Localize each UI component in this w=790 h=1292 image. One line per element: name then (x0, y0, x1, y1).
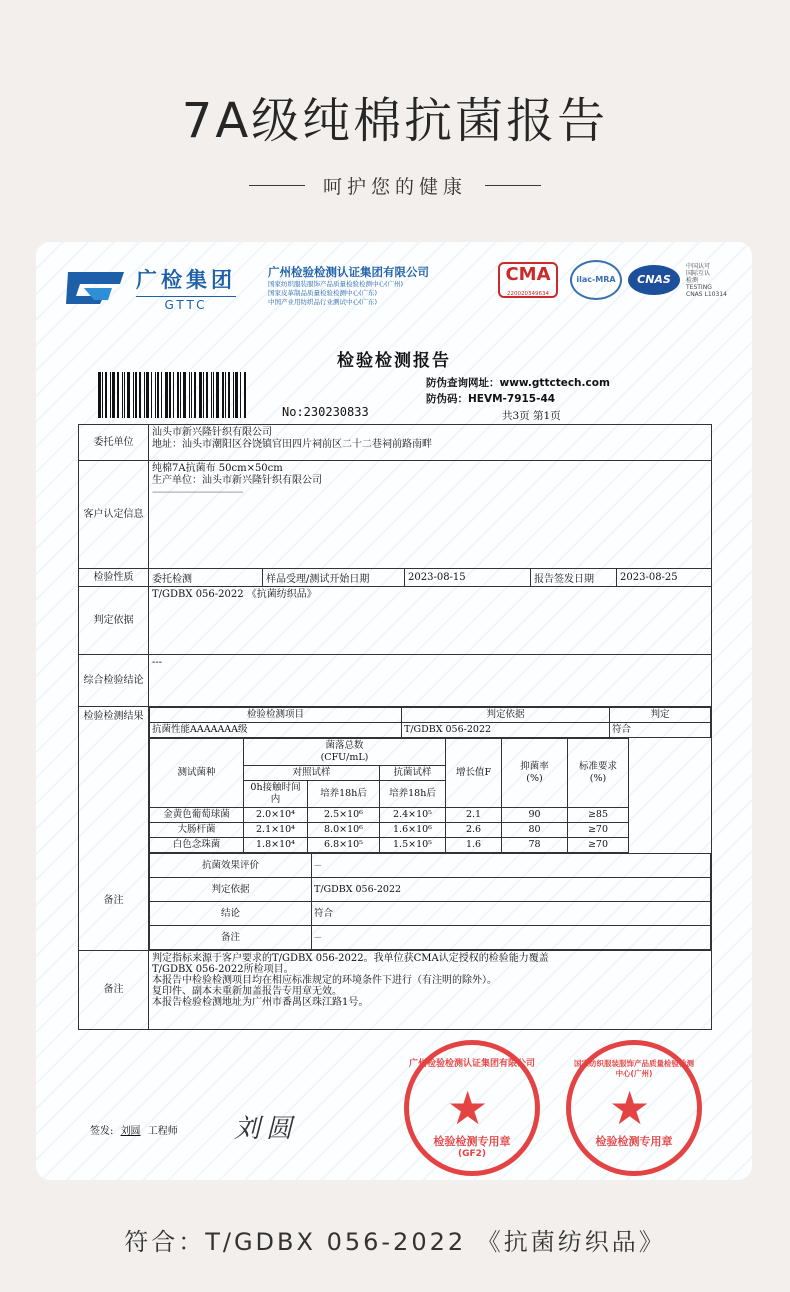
barcode-bar (146, 372, 149, 418)
client-address: 地址：汕头市潮阳区谷饶镇官田四片祠前区二十二巷祠前路南畔 (152, 439, 432, 450)
client-value (149, 425, 711, 460)
results-item-name: 抗菌性能AAAAAAA级 (150, 723, 402, 738)
subtitle-row (0, 172, 790, 199)
logo-cn-text: 广检集团 (136, 268, 236, 292)
conclusion-value: --- (152, 657, 163, 668)
report-serial: No:230230833 (282, 405, 369, 419)
logo-en-text: GTTC (136, 296, 236, 312)
cnas-text-3: 检测 (686, 276, 699, 284)
control-0h-cell: 2.1×10⁴ (244, 823, 308, 838)
strain-cell: 白色念珠菌 (150, 838, 244, 853)
subtitle: 呵护您的健康 (322, 176, 467, 198)
table-row (150, 823, 629, 838)
strain-cell: 金黄色葡萄球菌 (150, 808, 244, 823)
barcode-bar (228, 372, 230, 418)
barcode-bar (225, 372, 226, 418)
results-item-verdict: 符合 (610, 723, 711, 738)
seal-ring-text: 广州检验检测认证集团有限公司 (409, 1059, 536, 1069)
barcode (98, 372, 276, 418)
control-18h-cell: 2.5×10⁶ (308, 808, 380, 823)
barcode-bar (105, 372, 107, 418)
col-0h: 0h接触时间内 (244, 781, 308, 808)
client-label: 委托单位 (79, 425, 149, 460)
remarks-text (149, 951, 552, 1029)
barcode-bar (177, 372, 179, 418)
barcode-bar (117, 372, 119, 418)
antibacterial-18h-cell: 1.6×10⁶ (380, 823, 446, 838)
barcode-bar (151, 372, 152, 418)
results-head-verdict: 判定 (610, 708, 711, 723)
barcode-bar (127, 372, 130, 418)
col-18h: 培养18h后 (308, 781, 380, 808)
rate-cell: 90 (502, 808, 568, 823)
results-item-basis: T/GDBX 056-2022 (402, 723, 610, 738)
col-growth: 增长值F (446, 739, 502, 808)
client-row (79, 425, 711, 461)
col-std-label: 标准要求 (578, 761, 617, 772)
customer-info-row (79, 461, 711, 569)
conclusion-label: 综合检验结论 (79, 655, 149, 706)
anti-fake-code: 防伪码：HEVM-7915-44 (426, 393, 556, 405)
conclusion-row (79, 655, 711, 707)
sign-label: 签发: (90, 1126, 114, 1137)
col-rate (502, 739, 568, 808)
rate-cell: 78 (502, 838, 568, 853)
barcode-bar (122, 372, 123, 418)
results-label-col (79, 707, 149, 950)
std-cell: ≥70 (568, 838, 629, 853)
seal-label: 检验检测专用章 (595, 1135, 673, 1148)
barcode-bar (161, 372, 162, 418)
col-antibacterial: 抗菌试样 (380, 766, 446, 781)
cnas-text-1: 中国认可 (686, 262, 711, 270)
report-background (36, 242, 752, 1180)
growth-cell: 2.1 (446, 808, 502, 823)
barcode-bar (183, 372, 186, 418)
remark-line: 本报告中检验检测项目均在相应标准规定的环境条件下进行（有注明的除外）。 (152, 975, 497, 986)
issue-date-label: 报告签发日期 (531, 569, 617, 586)
star-icon: ★ (447, 1081, 489, 1135)
barcode-bar (169, 372, 171, 418)
nature-label: 检验性质 (79, 569, 149, 586)
barcode-bar (240, 372, 241, 418)
cma-logo (498, 262, 558, 298)
col-strain: 测试菌种 (150, 739, 244, 808)
bacteria-table (149, 738, 629, 853)
issue-date-value: 2023-08-25 (620, 572, 678, 583)
org-info (268, 264, 498, 307)
cnas-text-5: CNAS L10314 (686, 290, 727, 298)
barcode-bar (102, 372, 103, 418)
handwritten-signature: 刘圆 (234, 1114, 299, 1144)
barcode-bar (194, 372, 196, 418)
inspection-row (79, 569, 711, 587)
sign-name: 刘圆 (120, 1126, 141, 1137)
eval-verdict-value: 符合 (312, 902, 711, 926)
cnas-text-4: TESTING (686, 283, 712, 291)
customer-info-line1: 纯棉7A抗菌布 50cm×50cm (152, 463, 283, 474)
col-rate-label: 抑菌率 (520, 761, 549, 772)
col-total (244, 739, 446, 766)
barcode-bar (211, 372, 212, 418)
page-count: 共3页 第1页 (502, 410, 561, 422)
evaluation-table (149, 853, 711, 950)
start-date-label: 样品受理/测试开始日期 (263, 569, 405, 586)
org-sub-1: 国家纺织服装服饰产品质量检验检测中心(广州) (268, 280, 404, 288)
barcode-bar (139, 372, 141, 418)
results-head-basis: 判定依据 (402, 708, 610, 723)
barcode-bar (180, 372, 181, 418)
barcode-bar (135, 372, 137, 418)
eval-label: 抗菌效果评价 (150, 854, 312, 878)
barcode-bar (233, 372, 234, 418)
remark-line: T/GDBX 056-2022所检项目。 (152, 964, 294, 975)
eval-note-label: 备注 (150, 926, 312, 950)
client-name: 汕头市新兴隆针织有限公司 (152, 427, 272, 438)
seal-stamp (566, 1040, 702, 1176)
barcode-bar (213, 372, 214, 418)
customer-info-value (149, 461, 711, 568)
col-std (568, 739, 629, 808)
remarks-label: 备注 (79, 951, 149, 1029)
start-date-value: 2023-08-15 (405, 569, 531, 586)
control-0h-cell: 1.8×10⁴ (244, 838, 308, 853)
cnas-logo: CNAS (628, 265, 680, 295)
eval-value: --- (312, 854, 711, 878)
page-title: 7A级纯棉抗菌报告 (181, 93, 609, 149)
eval-note-value: --- (312, 926, 711, 950)
strain-cell: 大肠杆菌 (150, 823, 244, 838)
col-total-unit: (CFU/mL) (320, 752, 369, 763)
remarks-row (79, 951, 711, 1029)
control-0h-cell: 2.0×10⁴ (244, 808, 308, 823)
remark-line: 复印件、副本未重新加盖报告专用章无效。 (152, 986, 342, 997)
barcode-bar (199, 372, 202, 418)
col-total-label: 菌落总数 (325, 740, 364, 751)
cnas-text (686, 263, 727, 298)
results-head-item: 检验检测项目 (150, 708, 402, 723)
basis-value: T/GDBX 056-2022 《抗菌纺织品》 (152, 589, 317, 600)
results-label: 检验检测结果 (83, 711, 144, 722)
results-content (149, 707, 711, 950)
barcode-bar (244, 372, 246, 418)
std-cell: ≥70 (568, 823, 629, 838)
customer-info-label: 客户认定信息 (79, 461, 149, 568)
compliance-footer: 符合：T/GDBX 056-2022 《抗菌纺织品》 (124, 1228, 666, 1256)
col-std-unit: (%) (589, 773, 607, 784)
barcode-bar (203, 372, 204, 418)
cnas-text-2: 国际互认 (686, 269, 711, 277)
certification-logos (498, 260, 727, 300)
std-cell: ≥85 (568, 808, 629, 823)
results-head-table (149, 707, 711, 738)
customer-info-line3: -------------------------------------- (152, 487, 243, 498)
barcode-bar (124, 372, 125, 418)
barcode-bar (191, 372, 192, 418)
barcode-bar (144, 372, 145, 418)
barcode-bar (189, 372, 190, 418)
table-row (150, 838, 629, 853)
col-control: 对照试样 (244, 766, 380, 781)
rate-cell: 80 (502, 823, 568, 838)
table-row (150, 808, 629, 823)
antibacterial-18h-cell: 1.5×10⁵ (380, 838, 446, 853)
barcode-bar (112, 372, 115, 418)
barcode-bar (206, 372, 208, 418)
verify-url: 防伪查询网址：www.gttctech.com (426, 377, 610, 389)
eval-verdict-label: 结论 (150, 902, 312, 926)
basis-label: 判定依据 (79, 587, 149, 654)
barcode-bar (98, 372, 101, 418)
report-document (36, 242, 752, 1180)
divider-right (485, 185, 541, 186)
seal-stamp (404, 1040, 540, 1176)
org-name: 广州检验检测认证集团有限公司 (268, 265, 429, 279)
gttc-logo-icon (64, 268, 128, 308)
barcode-bar (133, 372, 134, 418)
gttc-logo (64, 264, 236, 312)
col-rate-unit: (%) (526, 773, 543, 784)
customer-info-line2: 生产单位：汕头市新兴隆针织有限公司 (152, 475, 322, 486)
barcode-bar (110, 372, 111, 418)
seal-code: (GF2) (457, 1149, 487, 1159)
barcode-bar (155, 372, 156, 418)
cma-label: CMA (505, 264, 551, 285)
divider-left (249, 185, 305, 186)
barcode-bar (216, 372, 219, 418)
results-section-note: 备注 (103, 895, 124, 906)
antibacterial-18h-cell: 2.4×10⁵ (380, 808, 446, 823)
star-icon: ★ (609, 1081, 651, 1135)
verify-block (426, 375, 610, 407)
report-title: 检验检测报告 (337, 351, 451, 371)
signature-row (90, 1122, 178, 1137)
seal-ring-text: 国家纺织服装服饰产品质量检验检测中心(广州) (574, 1059, 694, 1078)
org-sub-3: 中国产业用纺织品行业测试中心(广东) (268, 298, 378, 306)
remark-line: 判定指标来源于客户要求的T/GDBX 056-2022。我单位获CMA认定授权的检验能力覆盖 (152, 953, 549, 964)
nature-value: 委托检测 (149, 569, 263, 586)
control-18h-cell: 8.0×10⁶ (308, 823, 380, 838)
barcode-bar (235, 372, 238, 418)
ilac-mra-logo: ilac-MRA (570, 260, 622, 300)
col-18h-b: 培养18h后 (380, 781, 446, 808)
barcode-bar (222, 372, 224, 418)
eval-basis-label: 判定依据 (150, 878, 312, 902)
seal-label: 检验检测专用章 (433, 1135, 511, 1148)
barcode-bar (165, 372, 168, 418)
basis-row (79, 587, 711, 655)
barcode-bar (157, 372, 159, 418)
sign-title: 工程师 (147, 1126, 178, 1137)
results-row (79, 707, 711, 951)
growth-cell: 2.6 (446, 823, 502, 838)
control-18h-cell: 6.8×10⁵ (308, 838, 380, 853)
org-sub-2: 国家皮革制品质量检验检测中心(广东) (268, 289, 378, 297)
report-table (78, 424, 712, 1030)
remark-line: 本报告检验检测地址为广州市番禺区珠江路1号。 (152, 997, 369, 1008)
eval-basis-value: T/GDBX 056-2022 (312, 878, 711, 902)
barcode-bar (173, 372, 174, 418)
cma-number: 220020349634 (507, 291, 549, 297)
growth-cell: 1.6 (446, 838, 502, 853)
